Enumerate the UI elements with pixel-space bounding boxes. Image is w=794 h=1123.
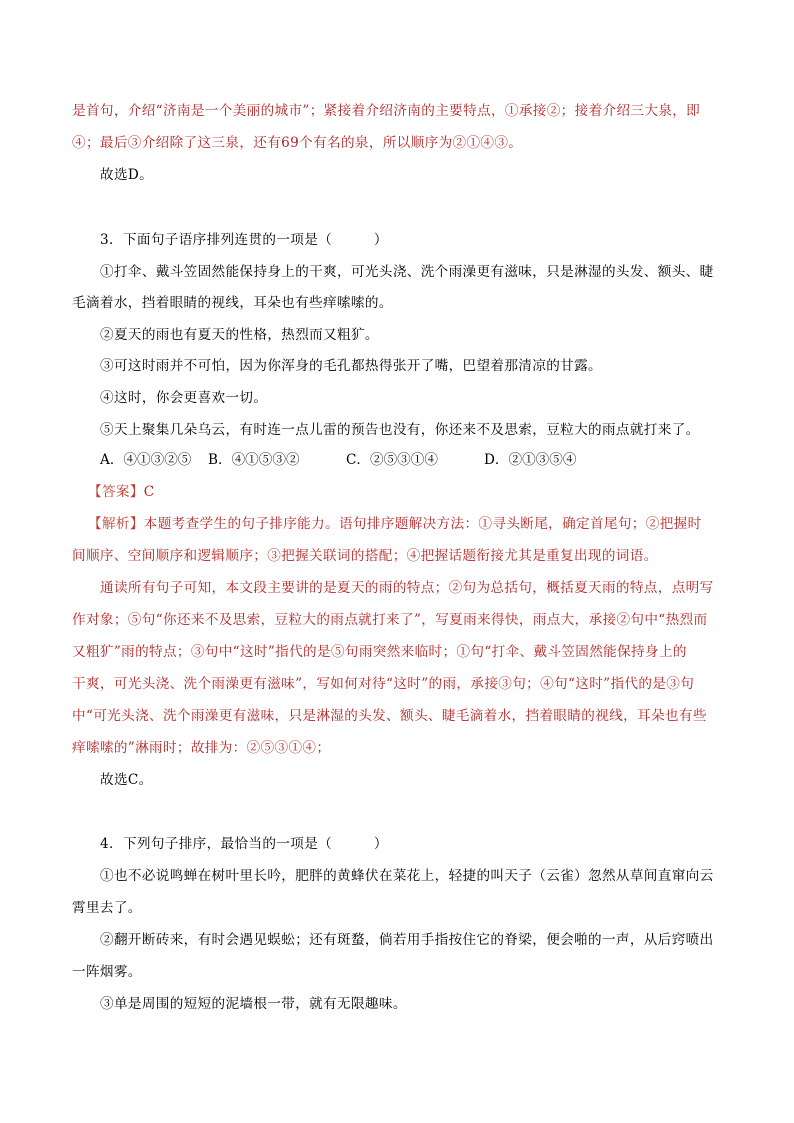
q3-sentence-3: ③可这时雨并不可怕，因为你浑身的毛孔都热得张开了嘴，巴望着那清凉的甘露。 (100, 358, 602, 374)
q3-sentence-1b: 毛滴着水，挡着眼睛的视线，耳朵也有些痒嗦嗦的。 (72, 295, 393, 311)
analysis-line-p3: 又粗犷”雨的特点；③句中“这时”指代的是⑤句雨突然来临时；①句“打伞、戴斗笠固然能保持身上的 (72, 644, 687, 660)
answer-label: 【答案】 (88, 484, 144, 500)
q3-sentence-4: ④这时，你会更喜欢一切。 (100, 390, 268, 406)
q4-sentence-3: ③单是周围的短短的泥墙根一带，就有无限趣味。 (100, 996, 407, 1012)
q4-stem: 4．下列句子排序，最恰当的一项是（ ） (100, 836, 388, 852)
analysis-line-a2: 间顺序、空间顺序和逻辑顺序；③把握关联词的搭配；④把握话题衔接尤其是重复出现的词语。 (72, 548, 658, 564)
q3-sentence-5: ⑤天上聚集几朵乌云，有时连一点儿雷的预告也没有，你还来不及思索，豆粒大的雨点就打来了。 (100, 422, 700, 438)
q3-sentence-1a: ①打伞、戴斗笠固然能保持身上的干爽，可光头浇、洗个雨澡更有滋味，只是淋湿的头发、额头、睫 (100, 264, 714, 280)
choice-d: 故选D。 (100, 167, 154, 183)
analysis-text-a1: 本题考查学生的句子排序能力。语句排序题解决方法：①寻头断尾，确定首尾句；②把握时 (143, 516, 702, 532)
option-d: D．②①③⑤④ (484, 452, 577, 468)
choice-c: 故选C。 (100, 772, 153, 788)
analysis-line-a1 (88, 514, 738, 534)
option-c: C．②⑤③①④ (346, 452, 438, 468)
option-a: A．④①③②⑤ (100, 452, 192, 468)
q4-sentence-2b: 一阵烟雾。 (72, 964, 142, 980)
analysis-line-p5: 中“可光头浇、洗个雨澡更有滋味，只是淋湿的头发、额头、睫毛滴着水，挡着眼睛的视线，耳朵也有些 (72, 708, 707, 724)
analysis-line-p6: 痒嗦嗦的”淋雨时；故排为：②⑤③①④； (72, 740, 331, 756)
q4-sentence-1b: 霄里去了。 (72, 900, 142, 916)
q3-sentence-2: ②夏天的雨也有夏天的性格，热烈而又粗犷。 (100, 327, 379, 343)
analysis-line-p2: 作对象；⑤句“你还来不及思索，豆粒大的雨点就打来了”，写夏雨来得快，雨点大，承接②句中“热烈而 (72, 612, 708, 628)
analysis-label: 【解析】 (88, 516, 144, 532)
answer-value: C (143, 484, 155, 500)
q4-sentence-2a: ②翻开断砖来，有时会遇见蜈蚣；还有斑蝥，倘若用手指按住它的脊梁，便会啪的一声，从后窍喷出 (100, 932, 714, 948)
option-b: B．④①⑤③② (208, 452, 300, 468)
analysis-line-1: 是首句，介绍“济南是一个美丽的城市”；紧接着介绍济南的主要特点，①承接②；接着介绍三大泉，即 (72, 103, 701, 119)
q4-sentence-1a: ①也不必说鸣蝉在树叶里长吟，肥胖的黄蜂伏在菜花上，轻捷的叫天子（云雀）忽然从草间直窜向云 (100, 868, 714, 884)
q3-stem: 3．下面句子语序排列连贯的一项是（ ） (100, 232, 388, 248)
answer-line (88, 482, 738, 502)
analysis-line-p1: 通读所有句子可知，本文段主要讲的是夏天的雨的特点；②句为总括句，概括夏天雨的特点，点明写 (100, 580, 714, 596)
analysis-line-2: ④；最后③介绍除了这三泉，还有69个有名的泉，所以顺序为②①④③。 (72, 135, 523, 151)
analysis-line-p4: 干爽，可光头浇、洗个雨澡更有滋味”，写如何对待“这时”的雨，承接③句；④句“这时”指代的是③句 (72, 676, 695, 692)
